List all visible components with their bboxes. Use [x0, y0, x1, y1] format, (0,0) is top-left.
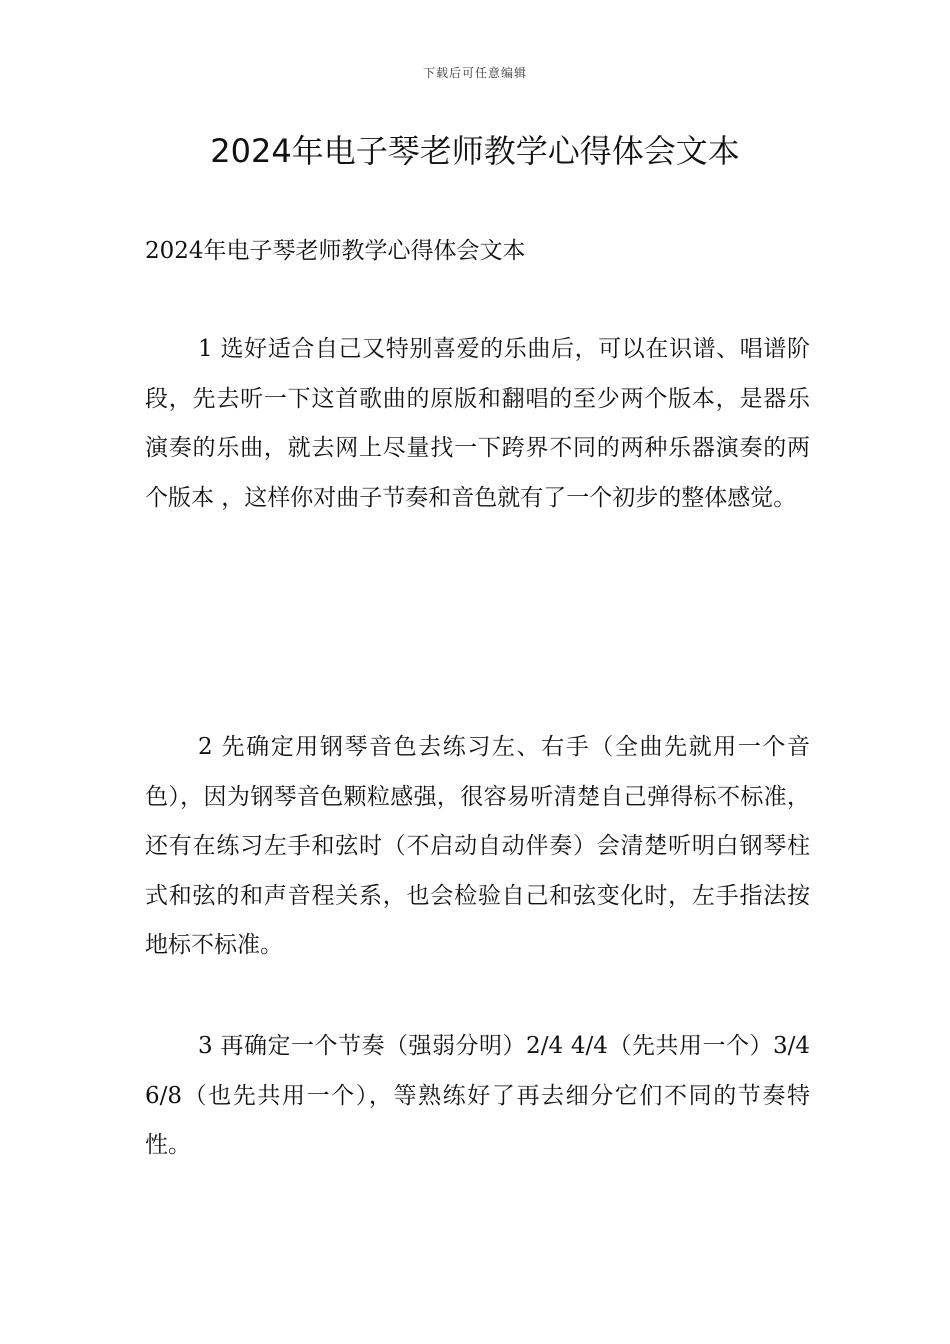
paragraph-3: 3 再确定一个节奏（强弱分明）2/4 4/4（先共用一个）3/4 6/8（也先共用一个），等熟练好了再去细分它们不同的节奏特性。 [145, 1033, 810, 1158]
paragraph-1: 1 选好适合自己又特别喜爱的乐曲后，可以在识谱、唱谱阶段，先去听一下这首歌曲的原版和翻唱的至少两个版本，是器乐演奏的乐曲，就去网上尽量找一下跨界不同的两种乐器演奏的两个版本 ，这样你对曲子节奏和音色就有了一个初步的整体感觉。 [145, 336, 810, 511]
document-subtitle: 2024年电子琴老师教学心得体会文本 [145, 238, 526, 264]
paragraph-2: 2 先确定用钢琴音色去练习左、右手（全曲先就用一个音色），因为钢琴音色颗粒感强，很容易听清楚自己弹得标不标准，还有在练习左手和弦时（不启动自动伴奏）会清楚听明白钢琴柱式和弦的和声音程关系，也会检验自己和弦变化时，左手指法按地标不标准。 [145, 734, 810, 958]
header-note: 下载后可任意编辑 [422, 66, 527, 80]
document-title: 2024年电子琴老师教学心得体会文本 [210, 132, 740, 170]
